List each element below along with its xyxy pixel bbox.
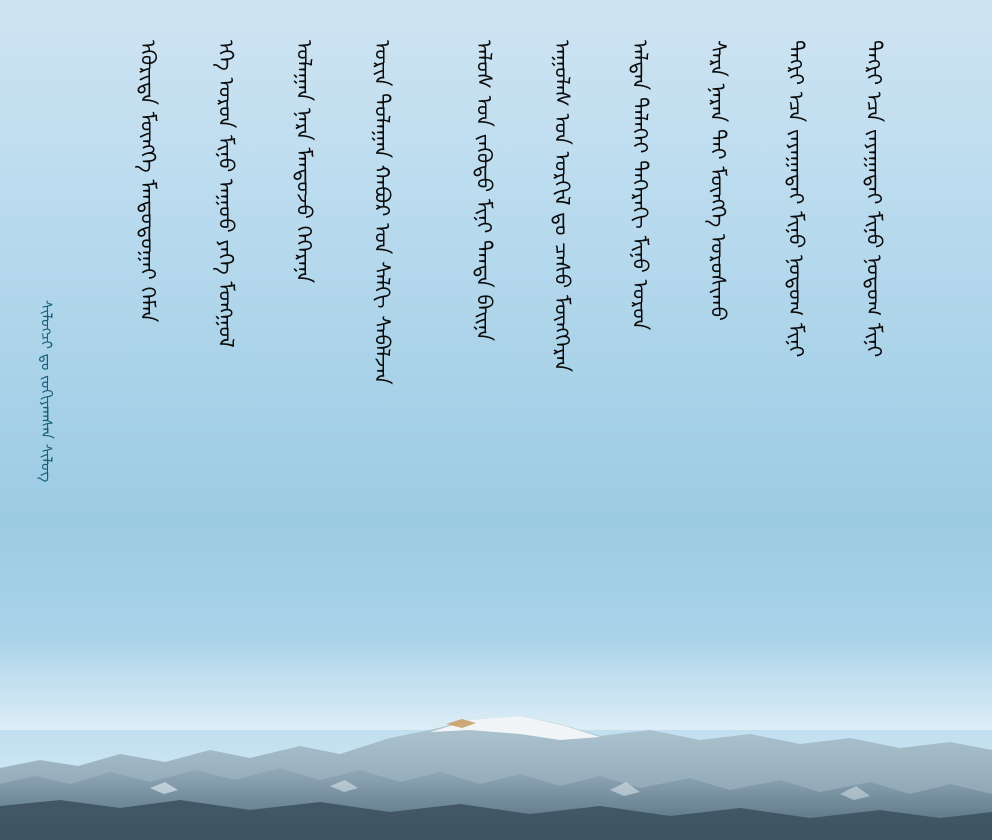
poem-line-5: ᠠᠭᠤᠯᠠᠰ ᠤᠨ ᠤᠷᠭᠢᠯ ᠳᠤ ᠴᠠᠰᠤ ᠮᠦᠩᠬᠡᠷᠡᠨ <box>550 40 575 372</box>
poem-line-1: ᠲᠡᠭᠷᠢ ᠡᠴᠡ ᠵᠠᠶᠠᠭᠠᠲᠠᠢ ᠮᠢᠨᠦ ᠨᠤᠲᠤᠭ ᠮᠢᠨᠢ <box>862 40 887 358</box>
signature-line: ᠰᠢᠯᠦᠭᠴᠢ ᠳᠤ ᠵᠣᠬᠢᠶᠠᠭᠰᠠᠨ ᠰᠢᠯᠦᠭ <box>37 300 56 483</box>
poem-line-4: ᠠᠯᠲᠠᠨ ᠳᠡᠯᠡᠬᠡᠢ ᠳᠡᠭᠡᠷᠡᠬᠢ ᠮᠢᠨᠦ ᠣᠷᠤᠨ <box>628 40 653 331</box>
poem-line-9: ᠡᠬᠡ ᠣᠷᠤᠨ ᠮᠢᠨᠦ ᠠᠭᠤᠤ ᠶᠡᠬᠡ ᠮᠣᠩᠭᠣᠯ <box>214 40 239 348</box>
poem-line-10: ᠡᠭᠦᠷᠢᠳᠡ ᠮᠦᠩᠬᠡ ᠮᠠᠨᠳᠤᠲᠤᠭᠠᠢ ᠬᠡᠮᠡᠨ <box>136 40 161 323</box>
poem-line-2: ᠲᠡᠭᠷᠢ ᠡᠴᠡ ᠵᠠᠶᠠᠭᠠᠲᠠᠢ ᠮᠢᠨᠦ ᠨᠤᠲᠤᠭ ᠮᠢᠨᠢ <box>784 40 809 358</box>
poem-line-8: ᠤᠯᠠᠭᠠᠨ ᠨᠠᠷᠠ ᠮᠠᠨᠳᠤᠵᠤ ᠭᠡᠭᠡᠷᠡᠨᠡ <box>292 40 317 284</box>
poem-line-7: ᠤᠷᠢᠨ ᠳᠤᠯᠠᠭᠠᠨ ᠬᠠᠪᠤᠷ ᠤᠨ ᠰᠠᠯᠬᠢ ᠰᠡᠪᠡᠯᠵᠡᠨ <box>370 40 395 385</box>
poem-line-3: ᠰᠠᠷᠠ ᠨᠠᠷᠠᠨ ᠲᠡᠶ ᠮᠦᠩᠬᠡ ᠣᠷᠤᠰᠢᠬᠤ <box>706 40 731 321</box>
poem-line-6: ᠠᠯᠤᠰ ᠤᠨ ᠵᠡᠭᠦᠳᠦ ᠮᠢᠨᠢ ᠲᠡᠨᠳᠡ ᠪᠠᠢᠨᠠ <box>472 40 497 342</box>
